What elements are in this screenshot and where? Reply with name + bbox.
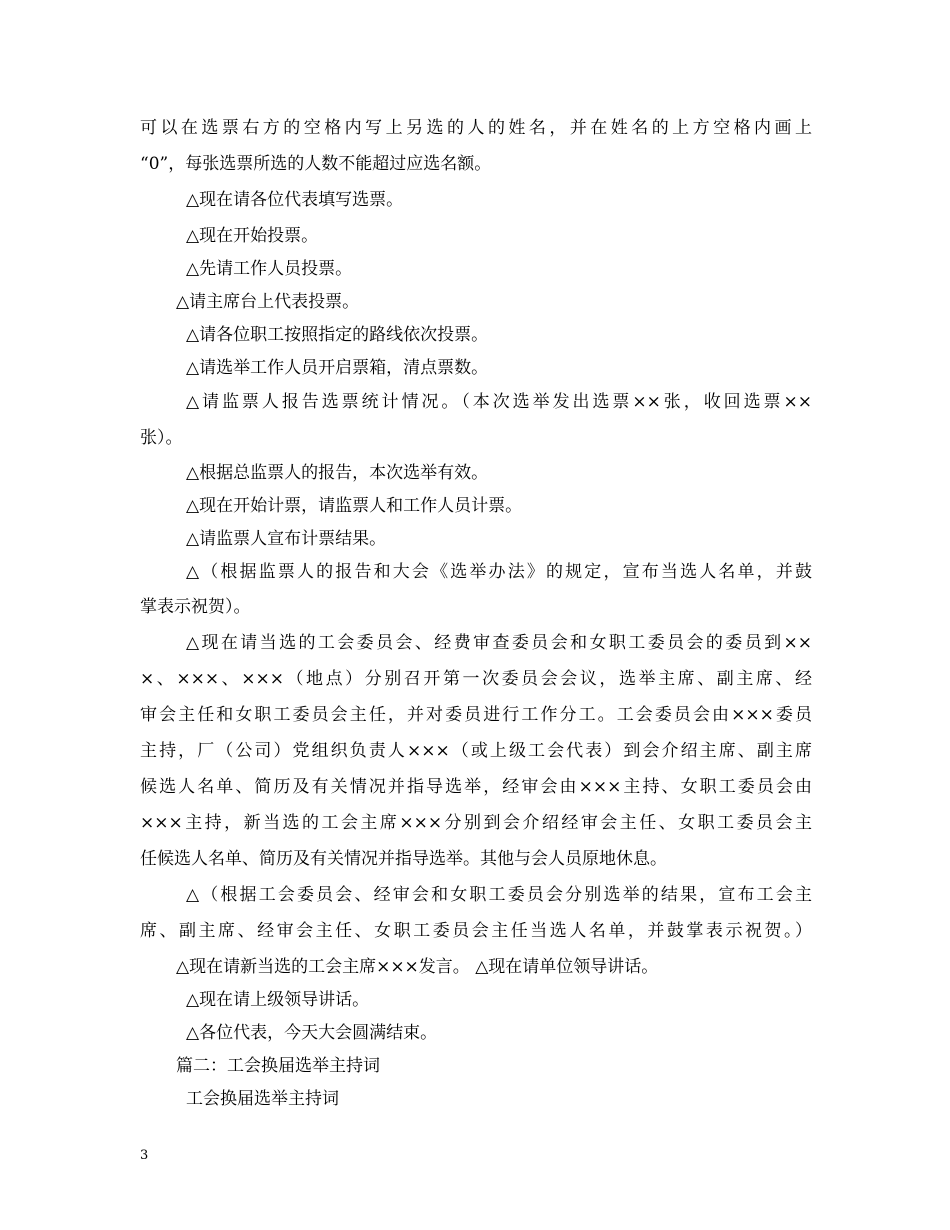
body-text-line: △请各位职工按照指定的路线依次投票。 bbox=[186, 325, 489, 345]
body-text-line: △现在开始投票。 bbox=[186, 226, 319, 246]
body-text-line: △根据总监票人的报告，本次选举有效。 bbox=[186, 463, 489, 483]
body-text-line: △（根据监票人的报告和大会《选举办法》的规定，宣布当选人名单，并鼓 bbox=[186, 562, 812, 582]
body-text-line: 掌表示祝贺）。 bbox=[140, 597, 251, 617]
body-text-line: 可以在选票右方的空格内写上另选的人的姓名，并在姓名的上方空格内画上 bbox=[140, 118, 812, 138]
body-text-line: △（根据工会委员会、经审会和女职工委员会分别选举的结果，宣布工会主 bbox=[186, 885, 812, 905]
body-text-line: △各位代表，今天大会圆满结束。 bbox=[186, 1023, 438, 1043]
body-text-line: “0”，每张选票所选的人数不能超过应选名额。 bbox=[140, 154, 492, 174]
body-text-line: △请监票人报告选票统计情况。（本次选举发出选票××张，收回选票×× bbox=[186, 392, 812, 412]
body-text-line: △请选举工作人员开启票箱，清点票数。 bbox=[186, 358, 489, 378]
section-heading: 篇二：工会换届选举主持词 bbox=[176, 1056, 380, 1076]
page-number: 3 bbox=[140, 1148, 149, 1163]
body-text-line: 主持，厂（公司）党组织负责人×××（或上级工会代表）到会介绍主席、副主席 bbox=[140, 741, 812, 761]
document-title: 工会换届选举主持词 bbox=[186, 1089, 339, 1109]
body-text-line: 任候选人名单、简历及有关情况并指导选举。其他与会人员原地休息。 bbox=[140, 849, 667, 869]
body-text-line: 审会主任和女职工委员会主任，并对委员进行工作分工。工会委员会由×××委员 bbox=[140, 705, 812, 725]
body-text-line: △现在开始计票，请监票人和工作人员计票。 bbox=[186, 496, 523, 516]
body-text-line: △现在请当选的工会委员会、经费审查委员会和女职工委员会的委员到×× bbox=[186, 633, 812, 653]
body-text-line: ×××主持，新当选的工会主席×××分别到会介绍经审会主任、女职工委员会主 bbox=[140, 813, 812, 833]
body-text-line: ×、×××、×××（地点）分别召开第一次委员会会议，选举主席、副主席、经 bbox=[140, 669, 812, 689]
body-text-line: △现在请各位代表填写选票。 bbox=[186, 190, 404, 210]
body-text-line: △现在请上级领导讲话。 bbox=[186, 990, 370, 1010]
body-text-line: △请监票人宣布计票结果。 bbox=[186, 529, 387, 549]
body-text-line: 张）。 bbox=[140, 428, 183, 448]
body-text-line: △先请工作人员投票。 bbox=[186, 259, 353, 279]
body-text-line: △现在请新当选的工会主席×××发言。 △现在请单位领导讲话。 bbox=[176, 957, 659, 977]
body-text-line: △请主席台上代表投票。 bbox=[176, 292, 360, 312]
body-text-line: 席、副主席、经审会主任、女职工委员会主任当选人名单，并鼓掌表示祝贺。） bbox=[140, 921, 812, 941]
body-text-line: 候选人名单、简历及有关情况并指导选举，经审会由×××主持、女职工委员会由 bbox=[140, 777, 812, 797]
